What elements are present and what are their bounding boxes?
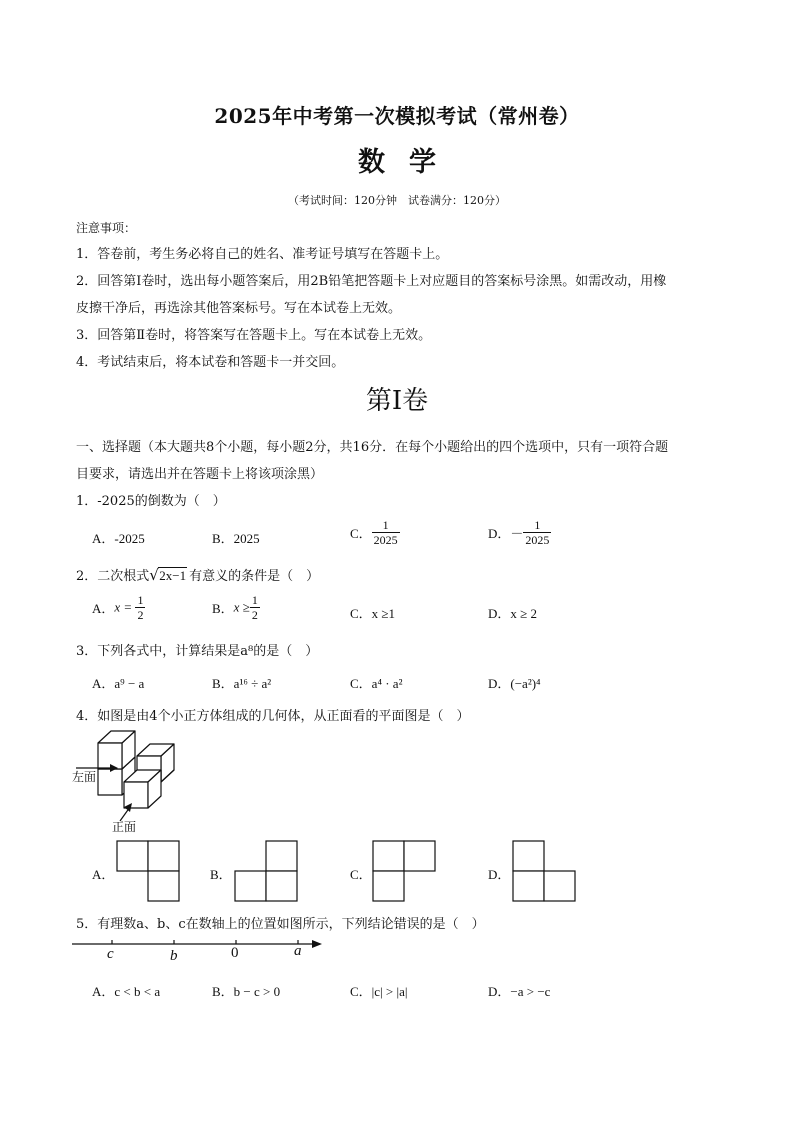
part1-intro-line1: 一、选择题（本大题共8个小题，每小题2分，共16分．在每个小题给出的四个选项中，只有一项符合题 xyxy=(76,440,669,455)
q4-option-c: C． xyxy=(350,867,372,882)
q5-stem: 5．有理数a、b、c在数轴上的位置如图所示，下列结论错误的是（ ） xyxy=(76,917,485,932)
q4-option-b: B． xyxy=(210,867,232,882)
q1-c-denominator: 2025 xyxy=(373,533,398,547)
time-info: （考试时间：120分钟 试卷满分：120分） xyxy=(288,194,506,207)
q3-stem: 3．下列各式中，计算结果是a⁸的是（ ） xyxy=(76,644,319,659)
q3-option-b: B．a¹⁶ ÷ a² xyxy=(212,676,272,691)
q2-stem xyxy=(76,565,319,584)
q2-option-b xyxy=(212,593,260,622)
q2-b-expr: x ≥ xyxy=(233,599,250,615)
note-item-4: 4．考试结束后，将本试卷和答题卡一并交回。 xyxy=(76,355,345,370)
q4-option-d: D． xyxy=(488,867,511,882)
q1-option-b: B．2025 xyxy=(212,531,260,546)
axis-label-c: c xyxy=(107,946,114,962)
q1-d-numerator: 1 xyxy=(523,518,551,533)
q2-stem-post: 有意义的条件是（ ） xyxy=(189,569,320,584)
q4-label-front: 正面 xyxy=(112,820,137,834)
q2-a-label: A． xyxy=(92,601,115,616)
q2-option-a xyxy=(92,593,145,622)
q1-option-d xyxy=(488,518,551,547)
q2-radical xyxy=(149,568,187,584)
q1-option-c-label: C． xyxy=(350,526,372,541)
q2-a-expr: x = xyxy=(114,599,133,615)
q2-a-fraction xyxy=(135,593,145,622)
q1-option-d-fraction xyxy=(523,518,551,547)
notes-heading: 注意事项： xyxy=(76,221,137,235)
q2-b-numerator: 1 xyxy=(251,593,258,607)
axis-label-a: a xyxy=(294,943,302,959)
q4-stem: 4．如图是由4个小正方体组成的几何体，从正面看的平面图是（ ） xyxy=(76,709,470,724)
subject-title: 数学 xyxy=(358,147,460,178)
q1-option-d-label: D．－ xyxy=(488,526,524,541)
q4-option-a-figure xyxy=(116,840,180,902)
q2-stem-pre: 2．二次根式 xyxy=(76,569,150,584)
axis-label-b: b xyxy=(170,948,178,964)
q4-option-a: A． xyxy=(92,867,115,882)
q1-option-c-fraction xyxy=(372,518,400,547)
q3-option-a: A．a⁹ − a xyxy=(92,676,145,691)
q4-label-left: 左面 xyxy=(72,770,97,784)
q4-option-b-figure xyxy=(234,840,298,902)
exam-title: 2025年中考第一次模拟考试（常州卷） xyxy=(214,104,580,128)
q2-b-fraction xyxy=(250,593,260,622)
axis-label-0: 0 xyxy=(231,945,239,961)
note-item-2: 2．回答第Ⅰ卷时，选出每小题答案后，用2B铅笔把答题卡上对应题目的答案标号涂黑。如需改动，用橡 xyxy=(76,274,667,289)
note-item-2-cont: 皮擦干净后，再选涂其他答案标号。写在本试卷上无效。 xyxy=(76,301,402,316)
q1-stem: 1．-2025的倒数为（ ） xyxy=(76,494,226,509)
q2-b-denominator: 2 xyxy=(251,608,258,622)
q2-b-label: B． xyxy=(212,601,234,616)
q2-radicand: 2x−1 xyxy=(159,568,187,583)
q4-option-c-figure xyxy=(372,840,436,902)
note-item-1: 1．答卷前，考生务必将自己的姓名、准考证号填写在答题卡上。 xyxy=(76,247,449,262)
part1-intro-line2: 目要求，请选出并在答题卡上将该项涂黑） xyxy=(76,467,324,482)
q2-option-c: C．x ≥1 xyxy=(350,606,396,621)
q5-option-a: A．c < b < a xyxy=(92,984,161,999)
q2-a-numerator: 1 xyxy=(137,593,144,607)
note-item-3: 3．回答第Ⅱ卷时，将答案写在答题卡上。写在本试卷上无效。 xyxy=(76,328,432,343)
q1-option-c xyxy=(350,518,400,547)
number-line-arrow-icon xyxy=(312,940,322,948)
q3-option-c: C．a⁴ · a² xyxy=(350,676,403,691)
q5-option-c: C．|c| > |a| xyxy=(350,984,408,999)
q5-option-d: D．−a > −c xyxy=(488,984,551,999)
section-title: 第Ⅰ卷 xyxy=(365,386,429,416)
q1-c-numerator: 1 xyxy=(372,518,400,533)
q3-option-d: D．(−a²)⁴ xyxy=(488,676,541,691)
q2-a-denominator: 2 xyxy=(137,608,144,622)
q1-option-a: A．-2025 xyxy=(92,531,145,546)
q4-option-d-figure xyxy=(512,840,576,902)
q2-option-d: D．x ≥ 2 xyxy=(488,606,538,621)
q1-d-denominator: 2025 xyxy=(525,533,550,547)
q5-option-b: B．b − c > 0 xyxy=(212,984,281,999)
sqrt-icon: √ xyxy=(149,566,159,584)
